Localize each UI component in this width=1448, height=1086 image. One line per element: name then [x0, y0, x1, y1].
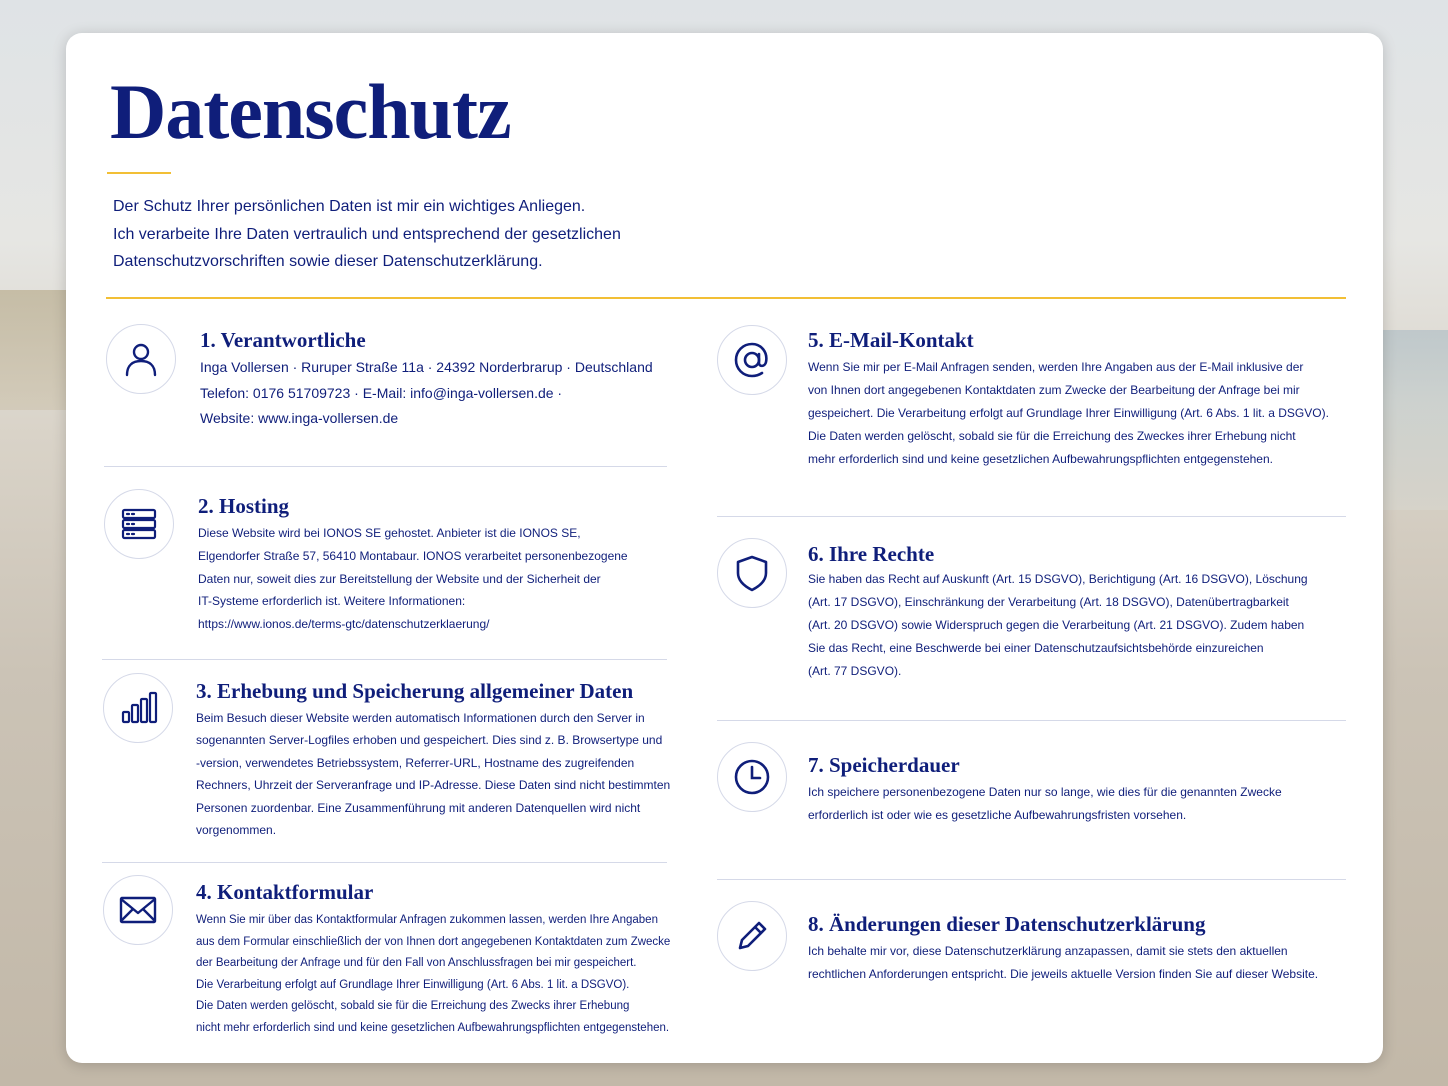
server-icon — [104, 489, 174, 559]
section-divider — [102, 659, 667, 660]
body-line: vorgenommen. — [196, 823, 277, 838]
intro-line: Ich verarbeite Ihre Daten vertraulich und entsprechend der gesetzlichen — [113, 225, 621, 243]
section-divider — [717, 720, 1346, 721]
intro-line: Datenschutzvorschriften sowie dieser Datenschutzerklärung. — [113, 253, 543, 270]
ionos-privacy-link[interactable]: https://www.ionos.de/terms-gtc/datenschutzerklaerung/ — [198, 617, 490, 632]
body-line: -version, verwendetes Betriebssystem, Referrer-URL, Hostname des zugreifenden — [196, 755, 635, 770]
body-line: Beim Besuch dieser Website werden automatisch Informationen durch den Server in — [196, 711, 645, 725]
body-line: Elgendorfer Straße 57, 56410 Montabaur. IONOS verarbeitet personenbezogene — [198, 548, 628, 563]
section-body — [808, 568, 1308, 683]
person-icon — [106, 324, 176, 394]
body-line: (Art. 20 DSGVO) sowie Widerspruch gegen die Verarbeitung (Art. 21 DSGVO). Zudem haben — [808, 618, 1305, 632]
intro-line: Der Schutz Ihrer persönlichen Daten ist mir ein wichtiges Anliegen. — [113, 198, 586, 215]
section-title: 2. Hosting — [198, 494, 290, 518]
section-divider — [717, 879, 1346, 880]
body-line: Ich speichere personenbezogene Daten nur so lange, wie dies für die genannten Zwecke — [808, 785, 1282, 799]
body-line: erforderlich ist oder wie es gesetzliche Aufbewahrungsfristen vorsehen. — [808, 807, 1187, 822]
body-line: Daten nur, soweit dies zur Bereitstellung der Website und der Sicherheit der — [198, 571, 601, 586]
contact-address: Inga Vollersen · Ruruper Straße 11a · 24392 Norderbrarup · Deutschland — [200, 359, 653, 375]
section-body — [196, 707, 670, 841]
contact-website: Website: www.inga-vollersen.de — [200, 410, 399, 426]
body-line: sogenannten Server-Logfiles erhoben und gespeichert. Dies sind z. B. Browsertype und — [196, 733, 663, 748]
at-sign-icon — [717, 325, 787, 395]
section-body — [196, 910, 670, 1040]
page-title: Datenschutz — [110, 68, 511, 155]
section-title: 3. Erhebung und Speicherung allgemeiner Daten — [196, 679, 634, 703]
bar-chart-icon — [103, 673, 173, 743]
body-line: Die Daten werden gelöscht, sobald sie für die Erreichung des Zwecks ihrer Erhebung — [196, 1000, 630, 1013]
body-line: nicht mehr erforderlich sind und keine gesetzlichen Aufbewahrungspflichten entgegenstehen. — [196, 1021, 670, 1034]
body-line: Personen zuordenbar. Eine Zusammenführung mit anderen Datenquellen wird nicht — [196, 800, 641, 815]
privacy-card — [66, 33, 1383, 1063]
body-line: der Bearbeitung der Anfrage und für den Fall von Anschlussfragen bei mir gespeichert. — [196, 957, 637, 970]
body-line: aus dem Formular einschließlich der von Ihnen dort angegebenen Kontaktdaten zum Zwecke — [196, 935, 671, 948]
section-title: 7. Speicherdauer — [808, 753, 960, 777]
section-body — [808, 356, 1329, 471]
body-line: Sie haben das Recht auf Auskunft (Art. 15 DSGVO), Berichtigung (Art. 16 DSGVO), Löschung — [808, 572, 1308, 586]
section-title: 1. Verantwortliche — [200, 328, 366, 352]
body-line: Die Verarbeitung erfolgt auf Grundlage Ihrer Einwilligung (Art. 6 Abs. 1 lit. a DSGVO). — [196, 978, 630, 991]
pencil-icon — [717, 901, 787, 971]
body-line: (Art. 17 DSGVO), Einschränkung der Verarbeitung (Art. 18 DSGVO), Datenübertragbarkeit — [808, 595, 1289, 609]
section-title: 8. Änderungen dieser Datenschutzerklärung — [808, 912, 1206, 936]
body-line: (Art. 77 DSGVO). — [808, 664, 902, 678]
body-line: rechtlichen Anforderungen entspricht. Die jeweils aktuelle Version finden Sie auf dieser Website. — [808, 966, 1319, 981]
section-body — [808, 940, 1318, 986]
section-divider — [717, 516, 1346, 517]
body-line: gespeichert. Die Verarbeitung erfolgt auf Grundlage Ihrer Einwilligung (Art. 6 Abs. 1 lit. a DSGVO). — [808, 406, 1329, 420]
header-divider — [106, 297, 1346, 299]
section-body — [200, 355, 653, 432]
body-line: Wenn Sie mir per E-Mail Anfragen senden, werden Ihre Angaben aus der E-Mail inklusive der — [808, 360, 1304, 374]
section-body — [198, 522, 628, 636]
shield-icon — [717, 538, 787, 608]
body-line: Rechners, Uhrzeit der Serveranfrage und IP-Adresse. Diese Daten sind nicht bestimmten — [196, 778, 671, 793]
title-underline — [107, 172, 171, 174]
section-divider — [104, 466, 667, 467]
body-line: mehr erforderlich sind und keine gesetzlichen Aufbewahrungspflichten entgegenstehen. — [808, 452, 1273, 466]
body-line: von Ihnen dort angegebenen Kontaktdaten zum Zwecke der Bearbeitung der Anfrage bei mir — [808, 383, 1300, 397]
body-line: Wenn Sie mir über das Kontaktformular Anfragen zukommen lassen, werden Ihre Angaben — [196, 914, 658, 926]
body-line: IT-Systeme erforderlich ist. Weitere Informationen: — [198, 594, 466, 609]
body-line: Die Daten werden gelöscht, sobald sie für die Erreichung des Zweckes ihrer Erhebung nicht — [808, 429, 1296, 443]
intro-text — [113, 193, 733, 276]
envelope-icon — [103, 875, 173, 945]
section-title: 4. Kontaktformular — [196, 880, 374, 904]
section-title: 5. E-Mail-Kontakt — [808, 328, 974, 352]
section-body — [808, 781, 1282, 827]
body-line: Sie das Recht, eine Beschwerde bei einer Datenschutzaufsichtsbehörde einzureichen — [808, 641, 1264, 655]
clock-icon — [717, 742, 787, 812]
section-title: 6. Ihre Rechte — [808, 542, 935, 566]
contact-phone-email: Telefon: 0176 51709723 · E-Mail: info@inga-vollersen.de · — [200, 384, 563, 401]
body-line: Ich behalte mir vor, diese Datenschutzerklärung anzapassen, damit sie stets den aktuellen — [808, 944, 1288, 958]
section-divider — [102, 862, 667, 863]
body-line: Diese Website wird bei IONOS SE gehostet. Anbieter ist die IONOS SE, — [198, 526, 581, 540]
